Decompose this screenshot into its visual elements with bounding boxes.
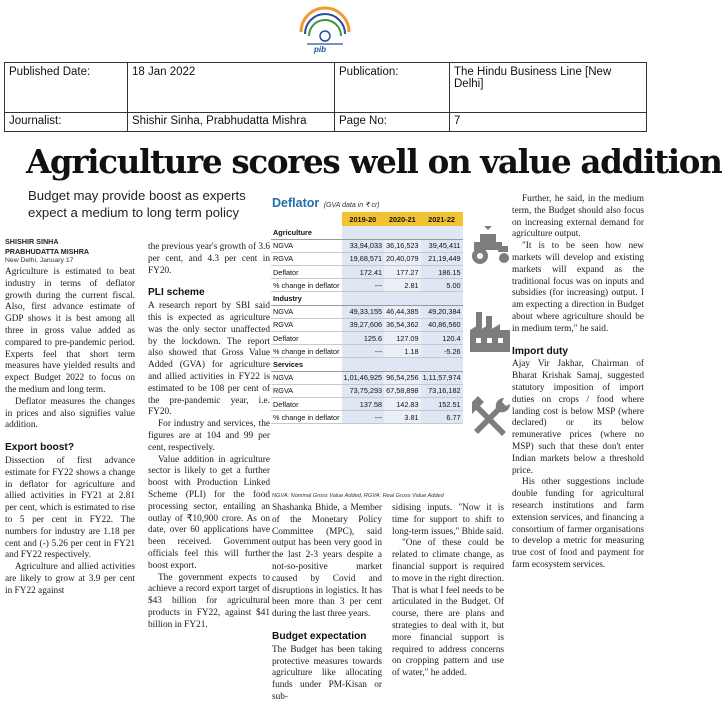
row-label: % change in deflator bbox=[271, 411, 342, 424]
row-label: Deflator bbox=[271, 332, 342, 345]
journalist-label: Journalist: bbox=[5, 113, 128, 132]
paragraph: A research report by SBI said this is expected as agriculture was the only sector unaffected by the lockdown. The report also showed that Gross Value Added (GVA) for agriculture and allied activities in FY22 is estimated to be 108 per cent of the pre-pandemic year, i.e. FY20. bbox=[148, 301, 270, 418]
row-label: NGVA bbox=[271, 305, 342, 318]
value-cell: --- bbox=[342, 279, 385, 292]
paragraph: "One of these could be related to climate change, as financial support is required to move in the right direction. That is what I feel needs to be articulated in the Budget. Of course, there are plans and strategies to deal with it, but more financial support is required to address concerns on cropping pattern and use of water," he added. bbox=[392, 538, 504, 679]
byline-author-1: SHISHIR SINHA bbox=[5, 237, 59, 246]
section-spacer bbox=[421, 292, 463, 305]
value-cell: 33,94,033 bbox=[342, 239, 385, 252]
article-column-4 bbox=[392, 503, 504, 680]
subheading-budget-expectation: Budget expectation bbox=[272, 630, 367, 642]
value-cell: -5.26 bbox=[421, 345, 463, 358]
article-headline: Agriculture scores well on value addition bbox=[26, 142, 722, 181]
table-row bbox=[271, 332, 463, 345]
row-label: Deflator bbox=[271, 397, 342, 410]
value-cell: 40,86,560 bbox=[421, 318, 463, 331]
section-spacer bbox=[421, 358, 463, 371]
article-byline bbox=[5, 237, 89, 256]
row-label: NGVA bbox=[271, 371, 342, 384]
section-spacer bbox=[342, 358, 385, 371]
article-column-2 bbox=[148, 242, 270, 632]
paragraph: Deflator measures the changes in prices and also signifies value addition. bbox=[5, 396, 135, 431]
page-no-value: 7 bbox=[450, 113, 647, 132]
section-spacer bbox=[342, 292, 385, 305]
sector-icons bbox=[466, 226, 518, 466]
value-cell: 6.77 bbox=[421, 411, 463, 424]
publication-value bbox=[450, 63, 647, 113]
value-cell: 177.27 bbox=[384, 266, 420, 279]
deflator-table bbox=[271, 212, 463, 424]
year-header: 2019-20 bbox=[342, 212, 385, 226]
tools-icon bbox=[472, 396, 510, 436]
deflator-subtitle: (GVA data in ₹ cr) bbox=[323, 202, 380, 209]
byline-author-2: PRABHUDATTA MISHRA bbox=[5, 246, 90, 256]
paragraph: "It is to be seen how new markets will develop and existing markets will expand as the traditional focus was on inputs and subsidies (for increasing) output. I am expecting a direction in Budget about where agriculture should be in medium term," he said. bbox=[512, 241, 644, 334]
table-row bbox=[271, 239, 463, 252]
row-label: NGVA bbox=[271, 239, 342, 252]
publication-line-2: Delhi] bbox=[454, 78, 484, 90]
deflator-note: NGVA: Nominal Gross Value Added, RGVA: Real Gross Value Added bbox=[272, 493, 444, 499]
value-cell: 142.83 bbox=[384, 397, 420, 410]
paragraph: Agriculture is estimated to beat industry in terms of deflator growth during the current fiscal. Also, first advance estimate of GDP shows it is best among all three in gross value added as compared to pre-pandemic period. Experts feel that short term measures have yielded results and expect Budget 2022 to focus on the medium and long term. bbox=[5, 267, 135, 395]
factory-icon bbox=[470, 312, 510, 352]
table-row bbox=[271, 266, 463, 279]
published-date-value: 18 Jan 2022 bbox=[128, 63, 335, 113]
deflator-title-text: Deflator bbox=[272, 196, 320, 210]
page-no-label: Page No: bbox=[335, 113, 450, 132]
clipping-meta-table bbox=[4, 62, 647, 132]
value-cell: 152.51 bbox=[421, 397, 463, 410]
paragraph: sidising inputs. "Now it is time for support to shift to long-term issues," Bhide said. bbox=[392, 503, 504, 537]
year-header: 2020-21 bbox=[384, 212, 420, 226]
section-row bbox=[271, 226, 463, 239]
section-spacer bbox=[342, 226, 385, 239]
value-cell: --- bbox=[342, 411, 385, 424]
table-row bbox=[271, 397, 463, 410]
section-label: Industry bbox=[271, 292, 342, 305]
article-column-5 bbox=[512, 194, 644, 572]
table-row bbox=[271, 345, 463, 358]
pib-logo bbox=[293, 4, 357, 54]
paragraph: Agriculture and allied activities are likely to grow at 3.9 per cent in FY22 against bbox=[5, 562, 135, 596]
value-cell: 73,16,182 bbox=[421, 384, 463, 397]
subheading-pli-scheme: PLI scheme bbox=[148, 287, 205, 299]
year-header: 2021-22 bbox=[421, 212, 463, 226]
value-cell: 3.81 bbox=[384, 411, 420, 424]
paragraph: His other suggestions include double funding for agricultural research institutions and farm extension services, and financing a consortium of farmer organisations to develop a metric for measuring true cost of food and payment for farm ecosystem services. bbox=[512, 477, 644, 570]
article-column-1 bbox=[5, 267, 135, 598]
section-spacer bbox=[384, 226, 420, 239]
value-cell: 36,16,523 bbox=[384, 239, 420, 252]
row-label: % change in deflator bbox=[271, 279, 342, 292]
article-column-3 bbox=[272, 503, 382, 704]
published-date-label: Published Date: bbox=[5, 63, 128, 113]
value-cell: 2.81 bbox=[384, 279, 420, 292]
table-row bbox=[271, 318, 463, 331]
subheading-export-boost: Export boost? bbox=[5, 442, 75, 454]
paragraph: Shashanka Bhide, a Member of the Monetary Policy Committee (MPC), said output has been very good in the last 2-3 years despite a not-so-positive market caused by Covid and disruptions in logistics. It has been more than 3 per cent during the last three years. bbox=[272, 503, 382, 620]
value-cell: 172.41 bbox=[342, 266, 385, 279]
value-cell: 73,75,293 bbox=[342, 384, 385, 397]
value-cell: 5.00 bbox=[421, 279, 463, 292]
row-label: RGVA bbox=[271, 384, 342, 397]
table-corner bbox=[271, 212, 342, 226]
paragraph: Ajay Vir Jakhar, Chairman of Bharat Krishak Samaj, suggested statutory imposition of import duties on crops / food where landing cost is below MSP (where declared) or its below remunerative prices (where no MSP) such that these don't enter Indian markets below a threshold price. bbox=[512, 359, 644, 476]
table-row bbox=[271, 252, 463, 265]
table-row bbox=[271, 305, 463, 318]
value-cell: 1,11,57,974 bbox=[421, 371, 463, 384]
paragraph: Value addition in agriculture sector is likely to get a further boost with Production Linked Scheme (PLI) for the food processing sector, entailing an outlay of ₹10,900 crore. As on date, over 60 applications have been received. Government officials feel this will further boost export. bbox=[148, 454, 270, 571]
value-cell: 19,68,571 bbox=[342, 252, 385, 265]
table-row bbox=[271, 371, 463, 384]
value-cell: 46,44,385 bbox=[384, 305, 420, 318]
paragraph: The Budget has been taking protective measures towards agriculture like allocating funds under PM-Kisan or sub- bbox=[272, 644, 382, 702]
subheading-import-duty: Import duty bbox=[512, 345, 569, 357]
publication-line-1: The Hindu Business Line [New bbox=[454, 66, 612, 78]
article-deck: Budget may provide boost as experts expect a medium to long term policy bbox=[28, 188, 246, 220]
paragraph: Dissection of first advance estimate for FY22 shows a change in deflator for agriculture and allied activities in FY21 at 2.81 per cent, which is estimated to rise to 5 per cent in FY22. The numbers for industry are 1.18 per cent and (-) 5.26 per cent in FY21 and FY22 respectively. bbox=[5, 455, 135, 561]
paragraph: Further, he said, in the medium term, the Budget should also focus on increasing external demand for agriculture output. bbox=[512, 194, 644, 240]
section-spacer bbox=[421, 226, 463, 239]
value-cell: 1.18 bbox=[384, 345, 420, 358]
value-cell: 39,27,606 bbox=[342, 318, 385, 331]
row-label: RGVA bbox=[271, 318, 342, 331]
row-label: RGVA bbox=[271, 252, 342, 265]
value-cell: 120.4 bbox=[421, 332, 463, 345]
value-cell: 49,33,155 bbox=[342, 305, 385, 318]
value-cell: 127.09 bbox=[384, 332, 420, 345]
article-dateline: New Delhi, January 17 bbox=[5, 257, 74, 264]
row-label: % change in deflator bbox=[271, 345, 342, 358]
value-cell: 39,45,411 bbox=[421, 239, 463, 252]
table-row bbox=[271, 279, 463, 292]
table-row bbox=[271, 384, 463, 397]
value-cell: 20,40,079 bbox=[384, 252, 420, 265]
value-cell: 49,20,384 bbox=[421, 305, 463, 318]
deflator-title bbox=[272, 194, 380, 212]
section-spacer bbox=[384, 292, 420, 305]
value-cell: 67,58,898 bbox=[384, 384, 420, 397]
value-cell: --- bbox=[342, 345, 385, 358]
section-spacer bbox=[384, 358, 420, 371]
publication-label: Publication: bbox=[335, 63, 450, 113]
value-cell: 36,54,362 bbox=[384, 318, 420, 331]
svg-text:pib: pib bbox=[314, 45, 326, 54]
journalist-value: Shishir Sinha, Prabhudatta Mishra bbox=[128, 113, 335, 132]
paragraph: The government expects to achieve a record export target of $43 billion for agricultural products in FY22, against $41 billion in FY21. bbox=[148, 572, 270, 630]
table-row bbox=[271, 411, 463, 424]
paragraph: the previous year's growth of 3.6 per cent, and 4.3 per cent in FY20. bbox=[148, 242, 270, 276]
paragraph: For industry and services, the figures are at 104 and 99 per cent, respectively. bbox=[148, 419, 270, 453]
section-row bbox=[271, 358, 463, 371]
section-label: Services bbox=[271, 358, 342, 371]
value-cell: 1,01,46,925 bbox=[342, 371, 385, 384]
row-label: Deflator bbox=[271, 266, 342, 279]
section-label: Agriculture bbox=[271, 226, 342, 239]
tractor-icon bbox=[472, 226, 509, 264]
section-row bbox=[271, 292, 463, 305]
value-cell: 96,54,256 bbox=[384, 371, 420, 384]
value-cell: 186.15 bbox=[421, 266, 463, 279]
value-cell: 21,19,449 bbox=[421, 252, 463, 265]
value-cell: 137.58 bbox=[342, 397, 385, 410]
value-cell: 125.6 bbox=[342, 332, 385, 345]
